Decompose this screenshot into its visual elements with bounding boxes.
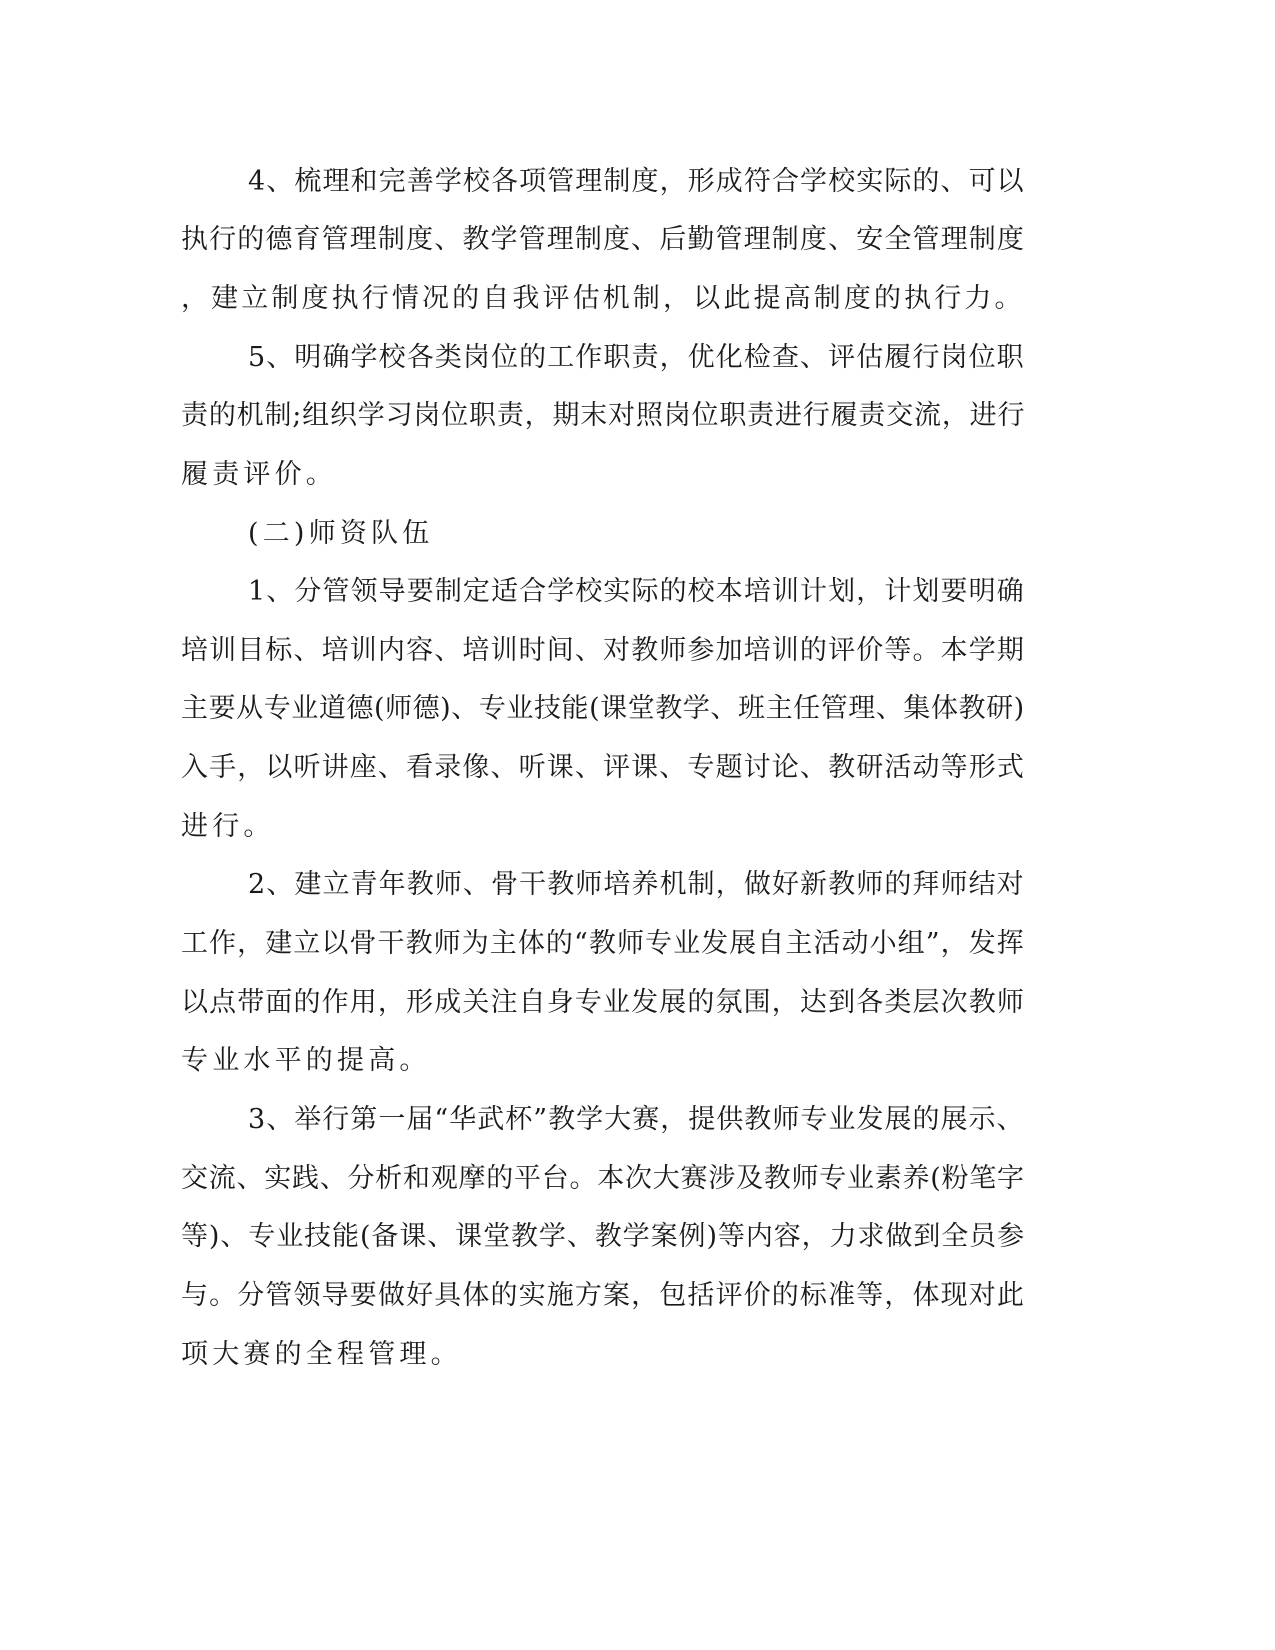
paragraph-4-line-1: 4、梳理和完善学校各项管理制度，形成符合学校实际的、可以	[248, 166, 1025, 197]
item-2-line-4: 专业水平的提高。	[181, 1045, 431, 1076]
paragraph-4-line-2: 执行的德育管理制度、教学管理制度、后勤管理制度、安全管理制度	[181, 224, 1025, 255]
item-3-line-4: 与。分管领导要做好具体的实施方案，包括评价的标准等，体现对此	[181, 1280, 1025, 1311]
item-3-line-1: 3、举行第一届“华武杯”教学大赛，提供教师专业发展的展示、	[248, 1104, 1025, 1135]
item-2-line-3: 以点带面的作用，形成关注自身专业发展的氛围，达到各类层次教师	[181, 987, 1025, 1018]
section-heading-teachers: (二)师资队伍	[248, 518, 434, 549]
paragraph-4-line-3: ，建立制度执行情况的自我评估机制，以此提高制度的执行力。	[181, 283, 1025, 314]
item-1-line-1: 1、分管领导要制定适合学校实际的校本培训计划，计划要明确	[248, 576, 1025, 607]
item-3-line-3: 等)、专业技能(备课、课堂教学、教学案例)等内容，力求做到全员参	[181, 1221, 1025, 1252]
item-1-line-2: 培训目标、培训内容、培训时间、对教师参加培训的评价等。本学期	[181, 635, 1025, 666]
paragraph-5-line-1: 5、明确学校各类岗位的工作职责，优化检查、评估履行岗位职	[248, 342, 1025, 373]
paragraph-5-line-3: 履责评价。	[181, 459, 337, 490]
item-2-line-1: 2、建立青年教师、骨干教师培养机制，做好新教师的拜师结对	[248, 869, 1025, 900]
item-2-line-2: 工作，建立以骨干教师为主体的“教师专业发展自主活动小组”，发挥	[181, 928, 1025, 959]
item-1-line-3: 主要从专业道德(师德)、专业技能(课堂教学、班主任管理、集体教研)	[181, 693, 1025, 724]
item-3-line-5: 项大赛的全程管理。	[181, 1339, 462, 1370]
item-1-line-4: 入手，以听讲座、看录像、听课、评课、专题讨论、教研活动等形式	[181, 752, 1025, 783]
paragraph-5-line-2: 责的机制;组织学习岗位职责，期末对照岗位职责进行履责交流，进行	[181, 400, 1026, 431]
item-1-line-5: 进行。	[181, 811, 275, 842]
item-3-line-2: 交流、实践、分析和观摩的平台。本次大赛涉及教师专业素养(粉笔字	[181, 1163, 1025, 1194]
